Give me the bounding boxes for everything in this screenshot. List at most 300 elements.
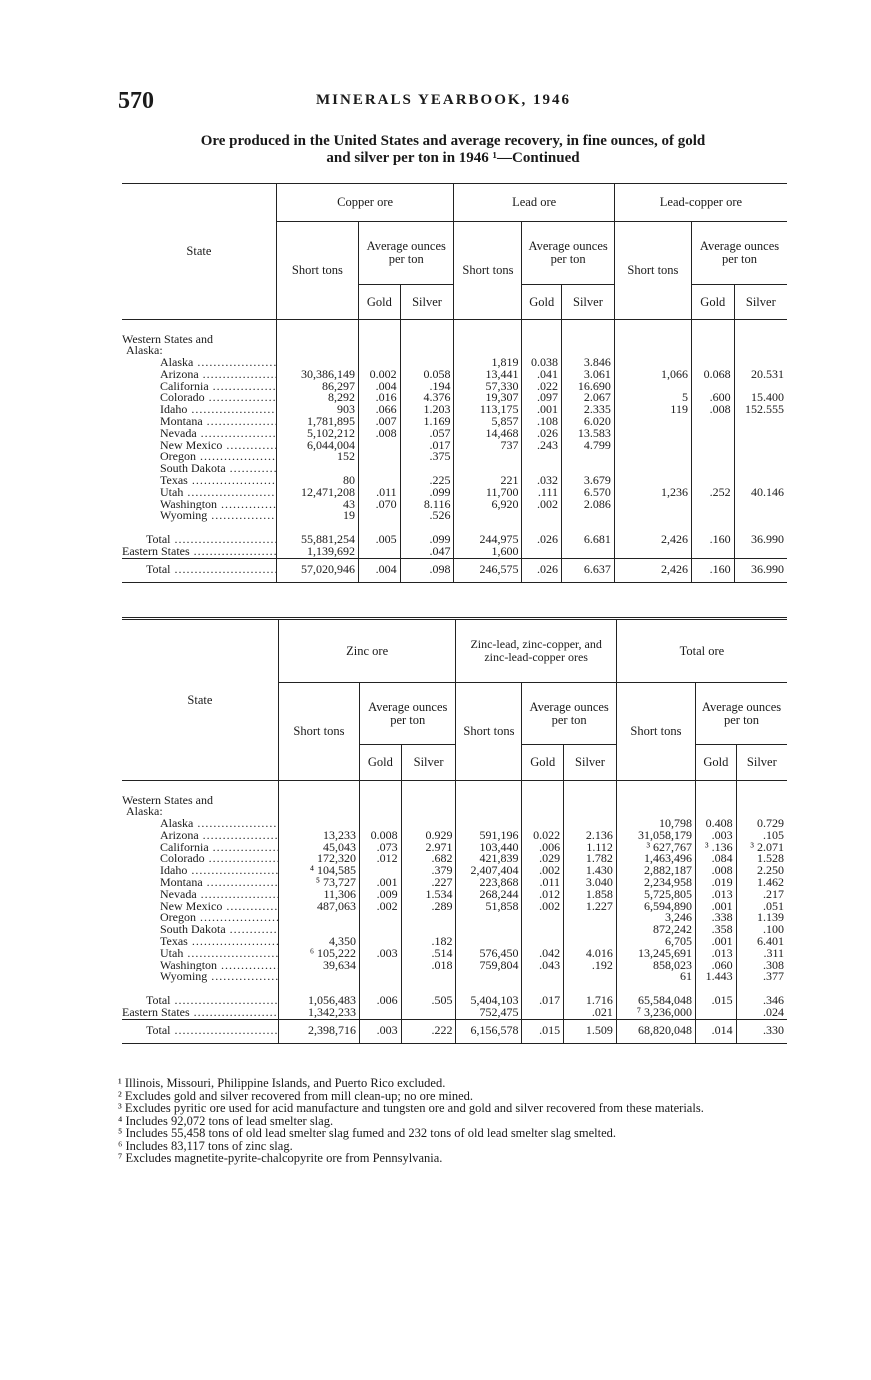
value-cell: .222 bbox=[401, 1025, 456, 1037]
value-cell bbox=[614, 381, 691, 393]
value-cell: 1,056,483 bbox=[278, 995, 359, 1007]
value-cell bbox=[616, 795, 695, 807]
group-header-lead-copper-ore: Lead-copper ore bbox=[614, 184, 787, 222]
spacer-cell bbox=[614, 576, 691, 582]
value-cell: 1.528 bbox=[736, 853, 787, 865]
value-cell: 903 bbox=[276, 404, 358, 416]
value-cell: 10,798 bbox=[616, 818, 695, 830]
value-cell: 1.203 bbox=[400, 404, 454, 416]
value-cell: .014 bbox=[696, 1025, 737, 1037]
state-name-cell bbox=[122, 392, 276, 404]
spacer-row bbox=[122, 781, 787, 795]
value-cell bbox=[276, 345, 358, 357]
value-cell: .002 bbox=[522, 901, 564, 913]
value-cell bbox=[734, 440, 787, 452]
value-cell: .098 bbox=[400, 564, 454, 576]
value-cell: 268,244 bbox=[456, 889, 522, 901]
value-cell: 0.038 bbox=[522, 357, 562, 369]
value-cell: .005 bbox=[359, 534, 401, 546]
value-cell: .330 bbox=[736, 1025, 787, 1037]
value-cell: 0.002 bbox=[359, 369, 401, 381]
value-cell bbox=[734, 546, 787, 558]
value-cell: 16.690 bbox=[562, 381, 615, 393]
state-name: Utah bbox=[160, 486, 184, 499]
value-cell bbox=[401, 1007, 456, 1019]
value-cell: 65,584,048 bbox=[616, 995, 695, 1007]
value-cell: 2,407,404 bbox=[456, 865, 522, 877]
value-cell: 2,882,187 bbox=[616, 865, 695, 877]
state-name-cell bbox=[122, 451, 276, 463]
value-cell: .346 bbox=[736, 995, 787, 1007]
value-cell bbox=[456, 971, 522, 983]
value-cell: .066 bbox=[359, 404, 401, 416]
state-name-cell bbox=[122, 806, 278, 818]
state-name: Western States and bbox=[122, 794, 214, 807]
value-cell: 31,058,179 bbox=[616, 830, 695, 842]
value-cell: 1,463,496 bbox=[616, 853, 695, 865]
state-name: Colorado bbox=[160, 392, 205, 405]
value-cell: .011 bbox=[359, 487, 401, 499]
value-cell: 68,820,048 bbox=[616, 1025, 695, 1037]
spacer-cell bbox=[400, 320, 454, 334]
group-header-zinc-lead-copper-ores: Zinc-lead, zinc-copper, and zinc-lead-copper ores bbox=[456, 619, 616, 683]
silver-header: Silver bbox=[562, 285, 615, 320]
value-cell: 6,705 bbox=[616, 936, 695, 948]
table-row bbox=[122, 510, 787, 522]
value-cell: 1,600 bbox=[454, 546, 522, 558]
state-name-cell bbox=[122, 428, 276, 440]
state-name: South Dakota bbox=[160, 463, 226, 476]
value-cell bbox=[734, 510, 787, 522]
spacer-cell bbox=[122, 781, 278, 795]
value-cell bbox=[614, 416, 691, 428]
value-cell: .013 bbox=[696, 948, 737, 960]
value-cell bbox=[276, 334, 358, 346]
table-title-line-2: and silver per ton in 1946 ¹—Continued bbox=[326, 150, 580, 166]
value-cell: .047 bbox=[400, 546, 454, 558]
value-cell: 1.430 bbox=[564, 865, 617, 877]
value-cell: 737 bbox=[454, 440, 522, 452]
state-name-cell bbox=[122, 865, 278, 877]
value-cell: 12,471,208 bbox=[276, 487, 358, 499]
value-cell: 4.016 bbox=[564, 948, 617, 960]
state-name: Texas bbox=[160, 936, 188, 948]
value-cell bbox=[401, 971, 456, 983]
value-cell: 5 bbox=[614, 392, 691, 404]
value-cell: .111 bbox=[522, 487, 562, 499]
footnote: ⁶ Includes 83,117 tons of zinc slag. bbox=[118, 1138, 293, 1153]
state-name: Total bbox=[146, 534, 171, 547]
value-cell bbox=[564, 806, 617, 818]
value-cell: 55,881,254 bbox=[276, 534, 358, 546]
value-cell: 3.040 bbox=[564, 877, 617, 889]
value-cell bbox=[522, 971, 564, 983]
value-cell: 19 bbox=[276, 510, 358, 522]
value-cell: 1.534 bbox=[401, 889, 456, 901]
spacer-cell bbox=[401, 781, 456, 795]
value-cell: 1.782 bbox=[564, 853, 617, 865]
gold-header: Gold bbox=[360, 745, 402, 781]
value-cell: .505 bbox=[401, 995, 456, 1007]
value-cell bbox=[614, 428, 691, 440]
spacer-cell bbox=[276, 576, 358, 582]
spacer-cell bbox=[734, 320, 787, 334]
value-cell: .026 bbox=[522, 564, 562, 576]
spacer-cell bbox=[122, 576, 276, 582]
value-cell bbox=[691, 463, 734, 475]
gold-header: Gold bbox=[691, 285, 734, 320]
value-cell: .013 bbox=[696, 889, 737, 901]
value-cell bbox=[614, 463, 691, 475]
silver-header: Silver bbox=[401, 745, 456, 781]
spacer-cell bbox=[616, 1037, 695, 1043]
value-cell: .041 bbox=[522, 369, 562, 381]
value-cell bbox=[614, 510, 691, 522]
short-tons-header: Short tons bbox=[278, 683, 359, 781]
value-cell: .227 bbox=[401, 877, 456, 889]
value-cell bbox=[278, 795, 359, 807]
group-header-copper-ore: Copper ore bbox=[276, 184, 454, 222]
value-cell bbox=[614, 345, 691, 357]
state-name: Montana bbox=[160, 877, 203, 889]
value-cell bbox=[691, 440, 734, 452]
table-row bbox=[122, 534, 787, 546]
value-cell: .526 bbox=[400, 510, 454, 522]
state-name-cell bbox=[122, 877, 278, 889]
value-cell: .003 bbox=[360, 1025, 402, 1037]
value-cell: .008 bbox=[696, 865, 737, 877]
state-name: New Mexico bbox=[160, 900, 223, 913]
gold-header: Gold bbox=[696, 745, 737, 781]
spacer-cell bbox=[522, 1037, 564, 1043]
value-cell: .004 bbox=[359, 564, 401, 576]
spacer-cell bbox=[456, 1037, 522, 1043]
value-cell: .160 bbox=[691, 564, 734, 576]
value-cell: ³ .136 bbox=[696, 842, 737, 854]
value-cell: 872,242 bbox=[616, 924, 695, 936]
value-cell: .003 bbox=[360, 948, 402, 960]
value-cell: .105 bbox=[736, 830, 787, 842]
value-cell: 6.401 bbox=[736, 936, 787, 948]
value-cell: .379 bbox=[401, 865, 456, 877]
spacer-cell bbox=[122, 983, 278, 995]
state-name-cell bbox=[122, 440, 276, 452]
value-cell bbox=[562, 510, 615, 522]
state-name-cell bbox=[122, 842, 278, 854]
value-cell bbox=[734, 451, 787, 463]
state-name-cell bbox=[122, 901, 278, 913]
value-cell: .099 bbox=[400, 534, 454, 546]
value-cell: .026 bbox=[522, 534, 562, 546]
value-cell: 421,839 bbox=[456, 853, 522, 865]
value-cell bbox=[691, 345, 734, 357]
state-name: Alaska bbox=[160, 357, 194, 369]
value-cell: 2,426 bbox=[614, 534, 691, 546]
value-cell bbox=[614, 334, 691, 346]
value-cell bbox=[614, 451, 691, 463]
value-cell: .108 bbox=[522, 416, 562, 428]
group-header-lead-ore: Lead ore bbox=[454, 184, 614, 222]
value-cell bbox=[734, 499, 787, 511]
value-cell: 0.929 bbox=[401, 830, 456, 842]
page-header bbox=[118, 88, 798, 118]
value-cell: 6,594,890 bbox=[616, 901, 695, 913]
value-cell: 858,023 bbox=[616, 960, 695, 972]
state-name: Nevada bbox=[160, 427, 197, 440]
value-cell: 1.462 bbox=[736, 877, 787, 889]
state-name-cell bbox=[122, 853, 278, 865]
value-cell bbox=[691, 510, 734, 522]
value-cell bbox=[456, 912, 522, 924]
value-cell bbox=[696, 795, 737, 807]
table-row bbox=[122, 546, 787, 558]
table-row bbox=[122, 499, 787, 511]
value-cell bbox=[456, 806, 522, 818]
value-cell: .375 bbox=[400, 451, 454, 463]
state-name-cell bbox=[122, 345, 276, 357]
value-cell bbox=[734, 416, 787, 428]
state-name: Eastern States bbox=[122, 546, 190, 559]
value-cell: .682 bbox=[401, 853, 456, 865]
spacer-cell bbox=[122, 320, 276, 334]
value-cell bbox=[562, 334, 615, 346]
value-cell: 3,246 bbox=[616, 912, 695, 924]
value-cell bbox=[359, 510, 401, 522]
value-cell bbox=[691, 546, 734, 558]
state-name: Idaho bbox=[160, 865, 188, 878]
state-name-cell bbox=[122, 416, 276, 428]
value-cell bbox=[734, 345, 787, 357]
table-row bbox=[122, 334, 787, 346]
value-cell bbox=[360, 912, 402, 924]
value-cell bbox=[360, 924, 402, 936]
value-cell: .289 bbox=[401, 901, 456, 913]
value-cell: .017 bbox=[522, 995, 564, 1007]
short-tons-header: Short tons bbox=[456, 683, 522, 781]
value-cell: 6.637 bbox=[562, 564, 615, 576]
state-name: Colorado bbox=[160, 853, 205, 866]
value-cell: 2.335 bbox=[562, 404, 615, 416]
value-cell: 40.146 bbox=[734, 487, 787, 499]
value-cell: .084 bbox=[696, 853, 737, 865]
value-cell: ⁵ 73,727 bbox=[278, 877, 359, 889]
value-cell: .021 bbox=[564, 1007, 617, 1019]
spacer-cell bbox=[278, 781, 359, 795]
value-cell: 5,102,212 bbox=[276, 428, 358, 440]
value-cell: 2.067 bbox=[562, 392, 615, 404]
value-cell: 11,700 bbox=[454, 487, 522, 499]
state-name: Utah bbox=[160, 947, 184, 960]
table-row bbox=[122, 369, 787, 381]
value-cell: .024 bbox=[736, 1007, 787, 1019]
value-cell bbox=[564, 912, 617, 924]
value-cell bbox=[522, 795, 564, 807]
value-cell: .007 bbox=[359, 416, 401, 428]
value-cell: .057 bbox=[400, 428, 454, 440]
value-cell: .004 bbox=[359, 381, 401, 393]
value-cell bbox=[359, 440, 401, 452]
value-cell bbox=[360, 795, 402, 807]
silver-header: Silver bbox=[400, 285, 454, 320]
state-name-cell bbox=[122, 936, 278, 948]
value-cell: .001 bbox=[696, 901, 737, 913]
value-cell bbox=[564, 795, 617, 807]
value-cell: 221 bbox=[454, 475, 522, 487]
value-cell bbox=[401, 795, 456, 807]
value-cell bbox=[614, 546, 691, 558]
value-cell bbox=[278, 806, 359, 818]
value-cell: 2.971 bbox=[401, 842, 456, 854]
page-number: 570 bbox=[118, 88, 154, 114]
value-cell: .001 bbox=[360, 877, 402, 889]
gold-header: Gold bbox=[522, 745, 564, 781]
value-cell: 15.400 bbox=[734, 392, 787, 404]
footnote: ² Excludes gold and silver recovered from mill clean-up; no ore mined. bbox=[118, 1088, 474, 1103]
average-header: Average ounces per ton bbox=[360, 683, 456, 745]
value-cell bbox=[614, 499, 691, 511]
value-cell: 36.990 bbox=[734, 534, 787, 546]
value-cell: 20.531 bbox=[734, 369, 787, 381]
state-name: Alaska: bbox=[126, 806, 163, 819]
state-name-cell bbox=[122, 960, 278, 972]
state-name: Nevada bbox=[160, 888, 197, 901]
value-cell: 0.068 bbox=[691, 369, 734, 381]
value-cell: 80 bbox=[276, 475, 358, 487]
value-cell: 759,804 bbox=[456, 960, 522, 972]
value-cell bbox=[522, 924, 564, 936]
value-cell: .073 bbox=[360, 842, 402, 854]
value-cell: 13.583 bbox=[562, 428, 615, 440]
spacer-row bbox=[122, 1037, 787, 1043]
value-cell bbox=[522, 510, 562, 522]
spacer-cell bbox=[454, 320, 522, 334]
value-cell bbox=[360, 960, 402, 972]
value-cell: 51,858 bbox=[456, 901, 522, 913]
value-cell: .002 bbox=[522, 499, 562, 511]
value-cell: .192 bbox=[564, 960, 617, 972]
value-cell: .051 bbox=[736, 901, 787, 913]
value-cell: 30,386,149 bbox=[276, 369, 358, 381]
value-cell bbox=[360, 1007, 402, 1019]
value-cell bbox=[522, 334, 562, 346]
value-cell: .008 bbox=[359, 428, 401, 440]
value-cell bbox=[522, 546, 562, 558]
value-cell bbox=[400, 345, 454, 357]
value-cell bbox=[454, 510, 522, 522]
spacer-cell bbox=[691, 576, 734, 582]
value-cell: 2,426 bbox=[614, 564, 691, 576]
value-cell: .017 bbox=[400, 440, 454, 452]
value-cell bbox=[360, 806, 402, 818]
value-cell: 576,450 bbox=[456, 948, 522, 960]
state-name: South Dakota bbox=[160, 924, 226, 937]
short-tons-header: Short tons bbox=[454, 222, 522, 320]
value-cell: 11,306 bbox=[278, 889, 359, 901]
value-cell: .600 bbox=[691, 392, 734, 404]
value-cell bbox=[736, 795, 787, 807]
spacer-cell bbox=[564, 781, 617, 795]
value-cell: 57,330 bbox=[454, 381, 522, 393]
spacer-cell bbox=[736, 781, 787, 795]
value-cell: 3.846 bbox=[562, 357, 615, 369]
state-header: State bbox=[122, 184, 276, 320]
state-name: Total bbox=[146, 995, 171, 1008]
footnote: ³ Excludes pyritic ore used for acid manufacture and tungsten ore and gold and silver recovered from these materials. bbox=[118, 1101, 704, 1115]
state-name-cell bbox=[122, 499, 276, 511]
value-cell bbox=[696, 1007, 737, 1019]
value-cell bbox=[360, 971, 402, 983]
state-name-cell bbox=[122, 510, 276, 522]
spacer-cell bbox=[456, 781, 522, 795]
state-name: California bbox=[160, 380, 209, 393]
footnote: ⁵ Includes 55,458 tons of old lead smelter slag fumed and 232 tons of old lead smelter slag smelted. bbox=[118, 1126, 617, 1140]
state-name: Total bbox=[146, 1025, 171, 1038]
state-name-cell bbox=[122, 487, 276, 499]
footnotes bbox=[118, 1077, 790, 1165]
state-name: California bbox=[160, 841, 209, 854]
silver-header: Silver bbox=[564, 745, 617, 781]
state-name-cell bbox=[122, 971, 278, 983]
value-cell: 1.443 bbox=[696, 971, 737, 983]
state-name-cell bbox=[122, 818, 278, 830]
value-cell: .011 bbox=[522, 877, 564, 889]
spacer-row bbox=[122, 576, 787, 582]
state-name-cell bbox=[122, 475, 276, 487]
value-cell: 152.555 bbox=[734, 404, 787, 416]
value-cell: 2.136 bbox=[564, 830, 617, 842]
value-cell bbox=[691, 416, 734, 428]
value-cell: 1,139,692 bbox=[276, 546, 358, 558]
spacer-cell bbox=[734, 576, 787, 582]
value-cell: 14,468 bbox=[454, 428, 522, 440]
running-head: MINERALS YEARBOOK, 1946 bbox=[316, 92, 572, 108]
state-name: Arizona bbox=[160, 829, 199, 842]
spacer-cell bbox=[616, 781, 695, 795]
value-cell: 1.169 bbox=[400, 416, 454, 428]
spacer-cell bbox=[359, 576, 401, 582]
value-cell: 1.858 bbox=[564, 889, 617, 901]
value-cell: 57,020,946 bbox=[276, 564, 358, 576]
value-cell: 2.086 bbox=[562, 499, 615, 511]
state-name-cell bbox=[122, 369, 276, 381]
value-cell: 5,857 bbox=[454, 416, 522, 428]
value-cell: 2,234,958 bbox=[616, 877, 695, 889]
value-cell: .308 bbox=[736, 960, 787, 972]
table-row bbox=[122, 487, 787, 499]
short-tons-header: Short tons bbox=[616, 683, 695, 781]
state-name: Western States and bbox=[122, 333, 214, 346]
silver-header: Silver bbox=[734, 285, 787, 320]
value-cell bbox=[359, 463, 401, 475]
table-row bbox=[122, 1007, 787, 1019]
value-cell: 591,196 bbox=[456, 830, 522, 842]
spacer-cell bbox=[454, 576, 522, 582]
value-cell: .060 bbox=[696, 960, 737, 972]
value-cell bbox=[401, 912, 456, 924]
state-name-cell bbox=[122, 924, 278, 936]
spacer-cell bbox=[278, 1037, 359, 1043]
value-cell: 152 bbox=[276, 451, 358, 463]
silver-header: Silver bbox=[736, 745, 787, 781]
value-cell bbox=[359, 345, 401, 357]
value-cell bbox=[456, 795, 522, 807]
state-name-cell bbox=[122, 912, 278, 924]
state-name: Idaho bbox=[160, 404, 188, 417]
value-cell: 4.376 bbox=[400, 392, 454, 404]
value-cell: .012 bbox=[360, 853, 402, 865]
group-header-zinc-ore: Zinc ore bbox=[278, 619, 456, 683]
table-row bbox=[122, 345, 787, 357]
